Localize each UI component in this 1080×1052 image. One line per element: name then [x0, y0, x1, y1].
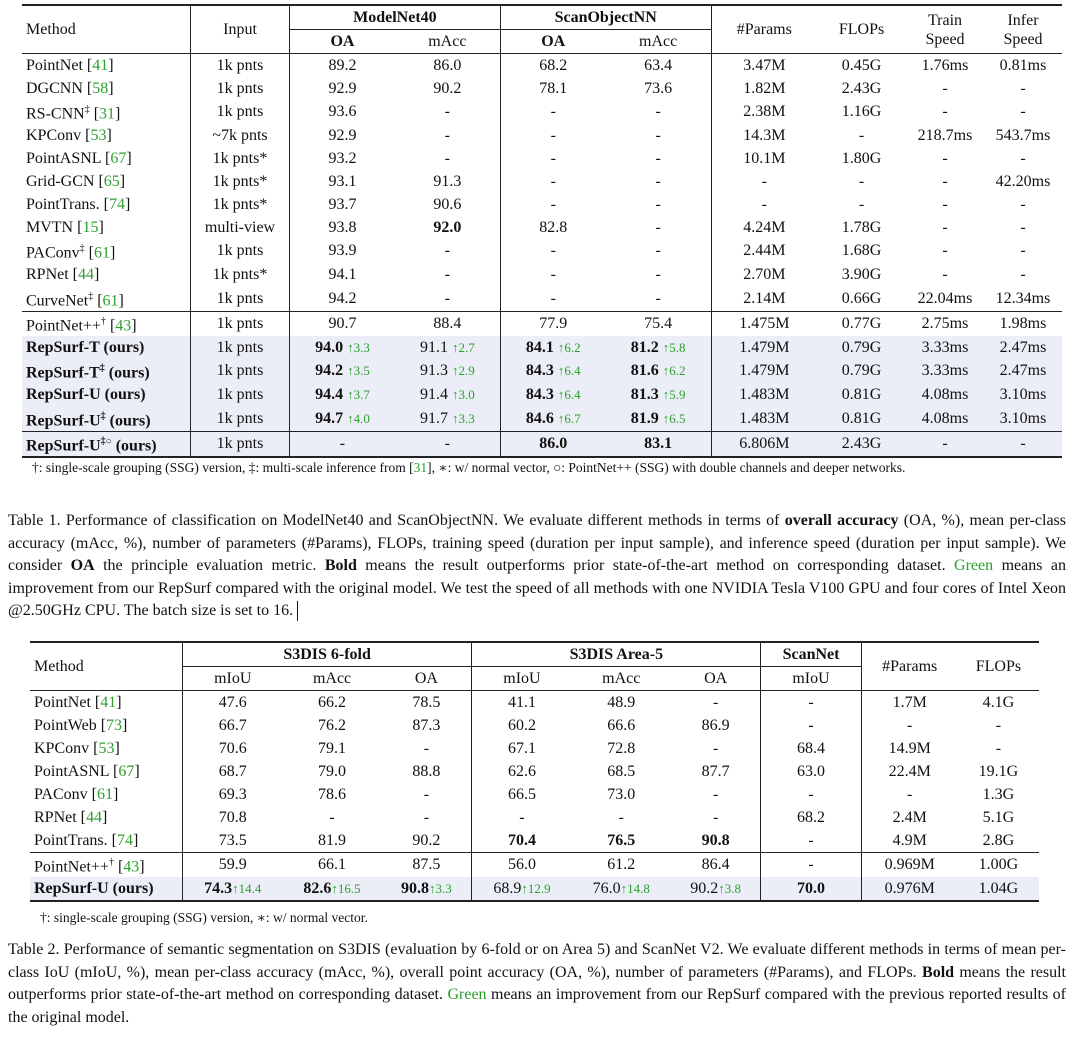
col-a5-miou: mIoU — [503, 669, 541, 687]
method-name: RepSurf-U‡ (ours) — [22, 407, 191, 432]
table-row: RPNet [44] 70.8 - - - - - 68.2 2.4M 5.1G — [30, 806, 1039, 829]
method-name: Grid-GCN [65] — [22, 170, 191, 193]
table-row: PointASNL [67] 68.7 79.0 88.8 62.6 68.5 87.7 63.0 22.4M 19.1G — [30, 760, 1039, 783]
method-name: PointNet [41] — [30, 691, 183, 715]
method-name: CurveNet‡ [61] — [22, 287, 191, 312]
table-row: RepSurf-T‡ (ours) 1k pnts 94.2 ↑3.5 91.3 ↑2.9 84.3 ↑6.4 81.6 ↑6.2 1.479M 0.79G 3.33ms 2.47ms — [22, 359, 1062, 383]
method-name: PointTrans. [74] — [30, 829, 183, 853]
table-row: DGCNN [58] 1k pnts 92.9 90.2 78.1 73.6 1.82M 2.43G - - — [22, 77, 1062, 100]
col-so-macc: mAcc — [606, 30, 711, 54]
method-name: DGCNN [58] — [22, 77, 191, 100]
method-name: PointASNL [67] — [22, 147, 191, 170]
method-name: PAConv [61] — [30, 783, 183, 806]
method-name: RPNet [44] — [22, 264, 191, 287]
table-row: RepSurf-U (ours) 1k pnts 94.4 ↑3.7 91.4 ↑3.0 84.3 ↑6.4 81.3 ↑5.9 1.483M 0.81G 4.08ms 3.10ms — [22, 384, 1062, 407]
col-sn-miou: mIoU — [761, 667, 861, 691]
method-name: RepSurf-U (ours) — [22, 384, 191, 407]
col-scanobjectnn: ScanObjectNN — [500, 5, 711, 30]
table-row: MVTN [15] multi-view 93.8 92.0 82.8 - 4.24M 1.78G - - — [22, 216, 1062, 239]
table-row: PointNet [41] 47.6 66.2 78.5 41.1 48.9 - - 1.7M 4.1G — [30, 691, 1039, 715]
method-name: KPConv [53] — [30, 737, 183, 760]
method-name: PointNet++† [43] — [22, 311, 191, 336]
table-row: RepSurf-T (ours) 1k pnts 94.0 ↑3.3 91.1 ↑2.7 84.1 ↑6.2 81.2 ↑5.8 1.479M 0.79G 3.33ms 2.47ms — [22, 336, 1062, 359]
table-row: RepSurf-U (ours) 74.3↑14.4 82.6↑16.5 90.8↑3.3 68.9↑12.9 76.0↑14.8 90.2↑3.8 70.0 0.976M 1.04G — [30, 877, 1039, 901]
method-name: PAConv‡ [61] — [22, 239, 191, 263]
table-row: PointNet++† [43] 59.9 66.1 87.5 56.0 61.2 86.4 - 0.969M 1.00G — [30, 853, 1039, 878]
method-name: PointNet++† [43] — [30, 853, 183, 878]
table-row: RepSurf-U‡○ (ours) 1k pnts - - 86.0 83.1 6.806M 2.43G - - — [22, 431, 1062, 457]
table-row: KPConv [53] ~7k pnts 92.9 - - - 14.3M - 218.7ms 543.7ms — [22, 124, 1062, 147]
col-so-oa: OA — [541, 32, 566, 50]
col-method: Method — [30, 642, 183, 691]
col-flops: FLOPs — [975, 657, 1022, 675]
table-row: PointTrans. [74] 73.5 81.9 90.2 70.4 76.5 90.8 - 4.9M 2.8G — [30, 829, 1039, 853]
col-6f-macc: mAcc — [312, 669, 352, 687]
table-row: PAConv‡ [61] 1k pnts 93.9 - - - 2.44M 1.68G - - — [22, 239, 1062, 263]
table-row: PointWeb [73] 66.7 76.2 87.3 60.2 66.6 86.9 - - - — [30, 714, 1039, 737]
segmentation-table — [30, 641, 1039, 902]
table-row: PointASNL [67] 1k pnts* 93.2 - - - 10.1M 1.80G - - — [22, 147, 1062, 170]
col-params: #Params — [736, 20, 792, 38]
table1-caption: Table 1. Performance of classification on ModelNet40 and ScanObjectNN. We evaluate different methods in terms of overall accuracy (OA, %), mean per-class accuracy (mAcc, %), number of parameters (#Params), FLOPs, training speed (duration per input sample), and inference speed (duration per input sample). We consider OA the principle evaluation metric. Bold means the result outperforms prior state-of-the-art method on corresponding dataset. Green means an improvement from our RepSurf compared with the original model. We test the speed of all methods with one NVIDIA Tesla V100 GPU and four cores of Intel Xeon @2.50GHz CPU. The batch size is set to 16. — [8, 510, 1066, 623]
table1-footnote: †: single-scale grouping (SSG) version, ‡: multi-scale inference from [31], ∗: w/ normal vector, ○: PointNet++ (SSG) with double channels and deeper networks. — [32, 460, 906, 475]
method-name: RS-CNN‡ [31] — [22, 100, 191, 124]
table2-footnote: †: single-scale grouping (SSG) version, ∗: w/ normal vector. — [40, 910, 368, 925]
col-params: #Params — [882, 657, 938, 675]
classification-table — [22, 4, 1062, 458]
col-a5-oa: OA — [671, 667, 761, 691]
table-row: PointNet++† [43] 1k pnts 90.7 88.4 77.9 75.4 1.475M 0.77G 2.75ms 1.98ms — [22, 311, 1062, 336]
table-row: PointNet [41] 1k pnts 89.2 86.0 68.2 63.4 3.47M 0.45G 1.76ms 0.81ms — [22, 54, 1062, 78]
col-modelnet40: ModelNet40 — [290, 5, 501, 30]
col-s3dis-area5: S3DIS Area-5 — [472, 642, 761, 667]
method-name: PointNet [41] — [22, 54, 191, 78]
method-name: RepSurf-U (ours) — [30, 877, 183, 901]
table-row: RepSurf-U‡ (ours) 1k pnts 94.7 ↑4.0 91.7 ↑3.3 84.6 ↑6.7 81.9 ↑6.5 1.483M 0.81G 4.08ms 3.10ms — [22, 407, 1062, 432]
col-flops: FLOPs — [838, 20, 885, 38]
method-name: KPConv [53] — [22, 124, 191, 147]
method-name: RepSurf-T‡ (ours) — [22, 359, 191, 383]
col-method: Method — [22, 5, 191, 54]
table-row: RS-CNN‡ [31] 1k pnts 93.6 - - - 2.38M 1.16G - - — [22, 100, 1062, 124]
table-row: PAConv [61] 69.3 78.6 - 66.5 73.0 - - - 1.3G — [30, 783, 1039, 806]
table2-caption: Table 2. Performance of semantic segmentation on S3DIS (evaluation by 6-fold or on Area 5) and ScanNet V2. We evaluate different methods in terms of mean per-class IoU (mIoU, %), mean per-class accuracy (mAcc, %), overall point accuracy (OA, %), number of parameters (#Params), and FLOPs. Bold means the result outperforms prior state-of-the-art method on corresponding dataset. Green means an improvement from our RepSurf compared with the previous reported results of the original model. — [8, 941, 1067, 1026]
method-name: RepSurf-U‡○ (ours) — [22, 431, 191, 457]
method-name: PointTrans. [74] — [22, 193, 191, 216]
method-name: PointWeb [73] — [30, 714, 183, 737]
method-name: RepSurf-T (ours) — [22, 336, 191, 359]
col-mn-macc: mAcc — [395, 30, 500, 54]
table-row: Grid-GCN [65] 1k pnts* 93.1 91.3 - - - - - 42.20ms — [22, 170, 1062, 193]
col-infer-speed: Infer Speed — [1003, 11, 1043, 48]
method-name: PointASNL [67] — [30, 760, 183, 783]
method-name: RPNet [44] — [30, 806, 183, 829]
text-cursor — [297, 601, 298, 621]
table-row: CurveNet‡ [61] 1k pnts 94.2 - - - 2.14M 0.66G 22.04ms 12.34ms — [22, 287, 1062, 312]
col-s3dis-6fold: S3DIS 6-fold — [183, 642, 472, 667]
col-scannet: ScanNet — [761, 642, 861, 667]
table-row: KPConv [53] 70.6 79.1 - 67.1 72.8 - 68.4 14.9M - — [30, 737, 1039, 760]
col-a5-macc: mAcc — [602, 669, 641, 687]
table-row: RPNet [44] 1k pnts* 94.1 - - - 2.70M 3.90G - - — [22, 264, 1062, 287]
col-input: Input — [191, 5, 290, 54]
col-6f-miou: mIoU — [214, 669, 252, 687]
col-train-speed: Train Speed — [925, 11, 965, 48]
method-name: MVTN [15] — [22, 216, 191, 239]
col-mn-oa: OA — [330, 32, 355, 50]
col-6f-oa: OA — [382, 667, 472, 691]
table-row: PointTrans. [74] 1k pnts* 93.7 90.6 - - - - - - — [22, 193, 1062, 216]
